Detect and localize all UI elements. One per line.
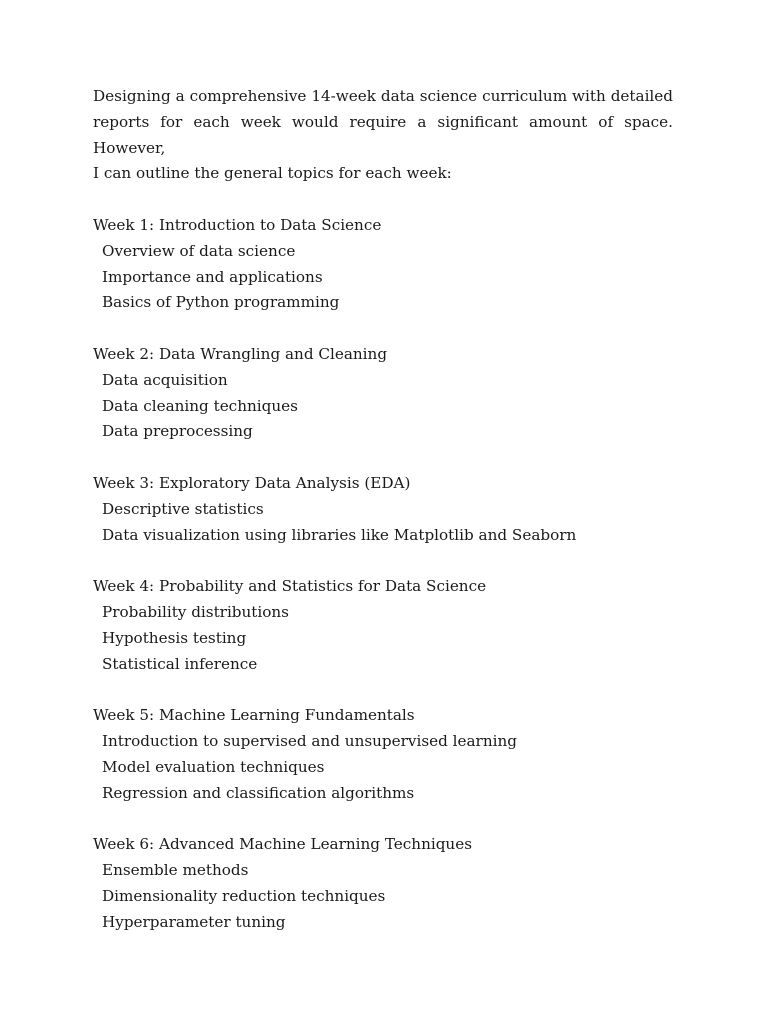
week-title: Week 2: Data Wrangling and Cleaning — [93, 344, 388, 363]
intro-line: I can outline the general topics for each week: — [93, 164, 452, 183]
week-title: Week 1: Introduction to Data Science — [93, 215, 382, 234]
week-topic: Data cleaning techniques — [102, 396, 298, 415]
week-topic: Introduction to supervised and unsupervised learning — [102, 731, 517, 750]
week-topic: Statistical inference — [102, 654, 258, 673]
week-topic: Data preprocessing — [102, 422, 253, 441]
week-title: Week 5: Machine Learning Fundamentals — [93, 706, 415, 725]
week-topic: Basics of Python programming — [102, 293, 340, 312]
week-topic: Probability distributions — [102, 602, 289, 621]
week-section-1 — [93, 213, 673, 316]
week-title: Week 3: Exploratory Data Analysis (EDA) — [93, 473, 411, 492]
week-section-5 — [93, 703, 673, 806]
week-topic: Regression and classification algorithms — [102, 783, 415, 802]
intro-paragraph — [93, 84, 673, 187]
week-topic: Importance and applications — [102, 267, 323, 286]
week-title: Week 4: Probability and Statistics for Data Science — [93, 577, 487, 596]
week-topic: Overview of data science — [102, 241, 296, 260]
week-section-6 — [93, 832, 673, 935]
week-topic: Hypothesis testing — [102, 628, 247, 647]
week-section-4 — [93, 574, 673, 677]
week-section-3 — [93, 471, 673, 548]
week-section-2 — [93, 342, 673, 445]
intro-line: reports for each week would require a significant amount of space. However, — [93, 112, 673, 157]
week-topic: Hyperparameter tuning — [102, 912, 286, 931]
intro-line: Designing a comprehensive 14-week data science curriculum with detailed — [93, 87, 673, 105]
week-topic: Data acquisition — [102, 370, 228, 389]
week-topic: Descriptive statistics — [102, 499, 264, 518]
week-topic: Model evaluation techniques — [102, 757, 325, 776]
week-topic: Data visualization using libraries like Matplotlib and Seaborn — [102, 525, 577, 544]
week-title: Week 6: Advanced Machine Learning Techniques — [93, 835, 472, 854]
week-topic: Ensemble methods — [102, 860, 249, 879]
week-topic: Dimensionality reduction techniques — [102, 886, 386, 905]
document-page — [93, 84, 673, 935]
